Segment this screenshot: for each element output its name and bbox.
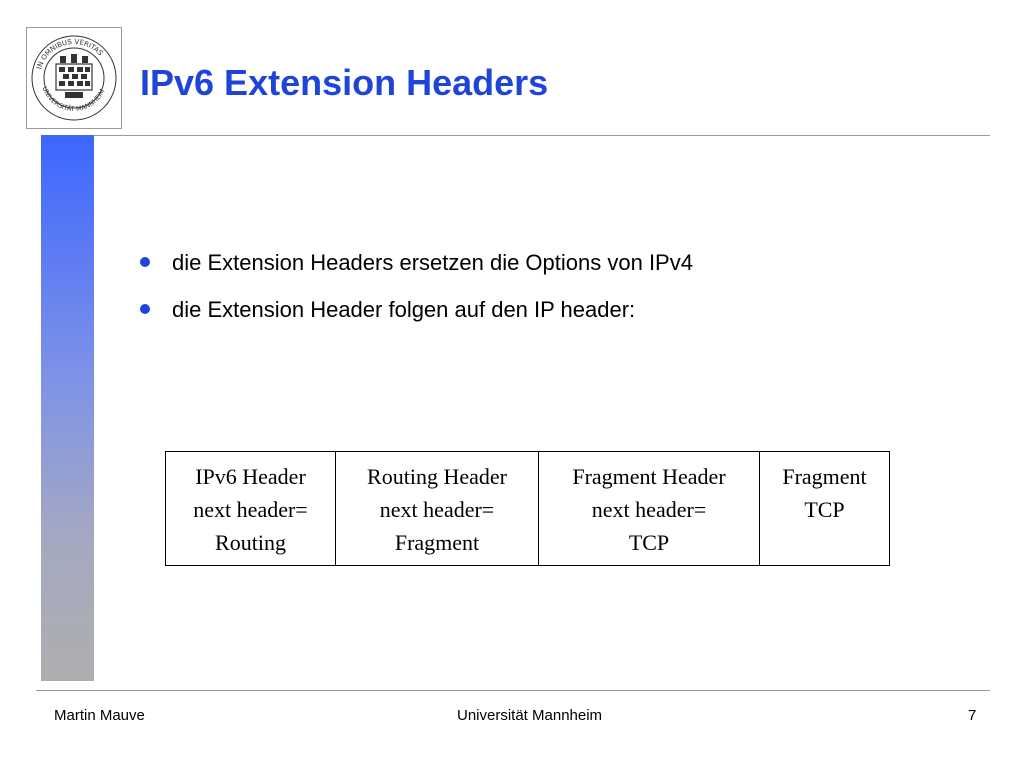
cell-line: Fragment bbox=[782, 464, 867, 489]
table-cell-fragment-header bbox=[539, 452, 760, 566]
university-seal-icon bbox=[30, 34, 118, 122]
footer-author: Martin Mauve bbox=[54, 707, 145, 724]
cell-line: next header= bbox=[591, 497, 707, 522]
footer-institution: Universität Mannheim bbox=[457, 707, 603, 724]
footer-divider bbox=[36, 690, 990, 691]
footer-page-number: 7 bbox=[968, 707, 977, 724]
slide-title: IPv6 Extension Headers bbox=[140, 62, 549, 103]
bullet-text: die Extension Headers ersetzen die Options von IPv4 bbox=[172, 250, 693, 275]
title-divider bbox=[94, 135, 990, 136]
table-cell-ipv6-header bbox=[166, 452, 336, 566]
sidebar-gradient-bar bbox=[41, 135, 94, 681]
table-cell-payload bbox=[760, 452, 890, 566]
cell-line: IPv6 Header bbox=[195, 464, 306, 489]
cell-line: Routing bbox=[215, 530, 286, 555]
cell-line: next header= bbox=[379, 497, 495, 522]
cell-line: TCP bbox=[628, 530, 670, 555]
table-cell-routing-header bbox=[336, 452, 539, 566]
cell-line: TCP bbox=[804, 497, 845, 522]
bullet-dot-icon bbox=[140, 257, 150, 267]
cell-line: Fragment bbox=[394, 530, 480, 555]
cell-line: Routing Header bbox=[367, 464, 507, 489]
bullet-text: die Extension Header folgen auf den IP header: bbox=[172, 297, 636, 322]
svg-text:IN OMNIBUS VERITAS: IN OMNIBUS VERITAS bbox=[35, 37, 105, 71]
bullet-item bbox=[140, 250, 693, 276]
svg-text:UNIVERSITÄT MANNHEIM: UNIVERSITÄT MANNHEIM bbox=[40, 85, 107, 113]
table-row bbox=[166, 452, 890, 566]
cell-line: next header= bbox=[193, 497, 308, 522]
university-logo bbox=[26, 27, 122, 129]
bullet-dot-icon bbox=[140, 304, 150, 314]
extension-header-chain-table bbox=[165, 451, 890, 566]
bullet-item bbox=[140, 297, 635, 323]
cell-line: Fragment Header bbox=[572, 464, 726, 489]
